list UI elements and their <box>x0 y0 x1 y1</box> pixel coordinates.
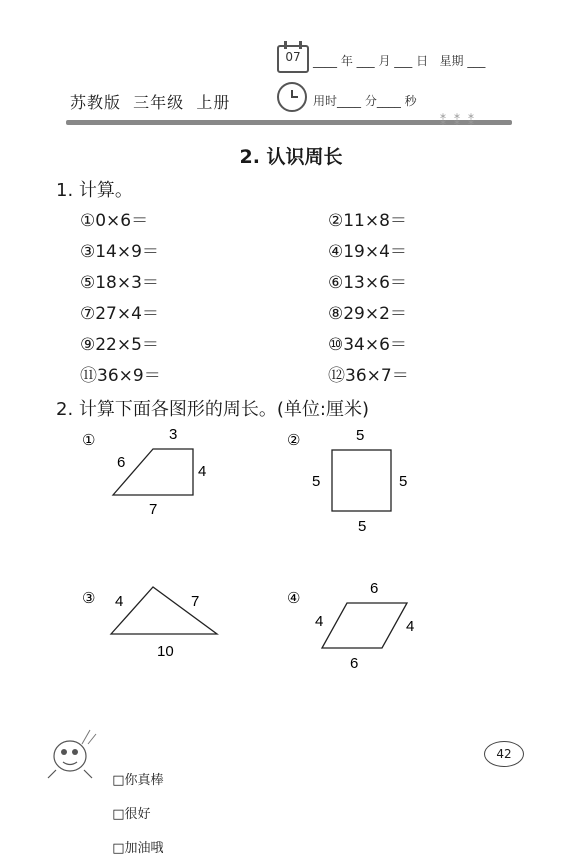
shape3-label-right: 7 <box>191 593 200 610</box>
calendar-icon-label: 07 <box>285 50 301 64</box>
calc-item-1: ①0×6＝ <box>80 211 149 231</box>
shape1-label-bottom: 7 <box>149 501 158 518</box>
shape3-triangle <box>111 587 217 634</box>
shape2-square <box>332 450 391 511</box>
calc-item-8: ⑧29×2＝ <box>328 304 407 324</box>
time-used-line: 用时____ 分____ 秒 <box>313 94 417 108</box>
shape2-label-top: 5 <box>356 427 365 444</box>
shape4-index: ④ <box>287 590 301 607</box>
shape2-label-left: 5 <box>312 473 321 490</box>
shape4-label-bottom: 6 <box>350 655 359 672</box>
shape1-label-right: 4 <box>198 463 207 480</box>
shape1-index: ① <box>82 432 96 449</box>
shape3-label-bottom: 10 <box>157 643 174 660</box>
shape1-label-slant: 6 <box>117 454 126 471</box>
check-keep-going[interactable]: □加油哦 <box>112 841 164 856</box>
shape2-index: ② <box>287 432 301 449</box>
mascot-icon <box>48 730 96 778</box>
calc-item-4: ④19×4＝ <box>328 242 407 262</box>
page-number: 42 <box>484 741 524 767</box>
shape4-parallelogram <box>322 603 407 648</box>
book-edition: 苏教版 三年级 上册 <box>70 93 231 112</box>
calc-item-2: ②11×8＝ <box>328 211 407 231</box>
calc-item-10: ⑩34×6＝ <box>328 335 407 355</box>
shape1-label-top: 3 <box>169 426 178 443</box>
shape2-label-right: 5 <box>399 473 408 490</box>
page-title: 2. 认识周长 <box>239 146 343 168</box>
date-fill-line: ____ 年 ___ 月 ___ 日 星期 ___ <box>313 54 486 68</box>
calc-item-12: ⑫36×7＝ <box>328 366 409 386</box>
calc-item-6: ⑥13×6＝ <box>328 273 407 293</box>
shape2-label-bottom: 5 <box>358 518 367 535</box>
section2-heading: 2. 计算下面各图形的周长。(单位:厘米) <box>56 399 370 420</box>
calc-item-3: ③14×9＝ <box>80 242 159 262</box>
shape3-index: ③ <box>82 590 96 607</box>
calc-item-11: ⑪36×9＝ <box>80 366 161 386</box>
check-great[interactable]: □你真棒 <box>112 773 164 788</box>
calc-item-5: ⑤18×3＝ <box>80 273 159 293</box>
section1-heading: 1. 计算。 <box>56 180 133 201</box>
self-evaluation-checks <box>104 754 164 856</box>
divider-dots-icon: ⁑⁑⁑ <box>440 114 482 128</box>
shape4-label-right: 4 <box>406 618 415 635</box>
shape4-label-top: 6 <box>370 580 379 597</box>
shape4-label-left: 4 <box>315 613 324 630</box>
calc-item-7: ⑦27×4＝ <box>80 304 159 324</box>
check-good[interactable]: □很好 <box>112 807 151 822</box>
calc-item-9: ⑨22×5＝ <box>80 335 159 355</box>
shape3-label-left: 4 <box>115 593 124 610</box>
